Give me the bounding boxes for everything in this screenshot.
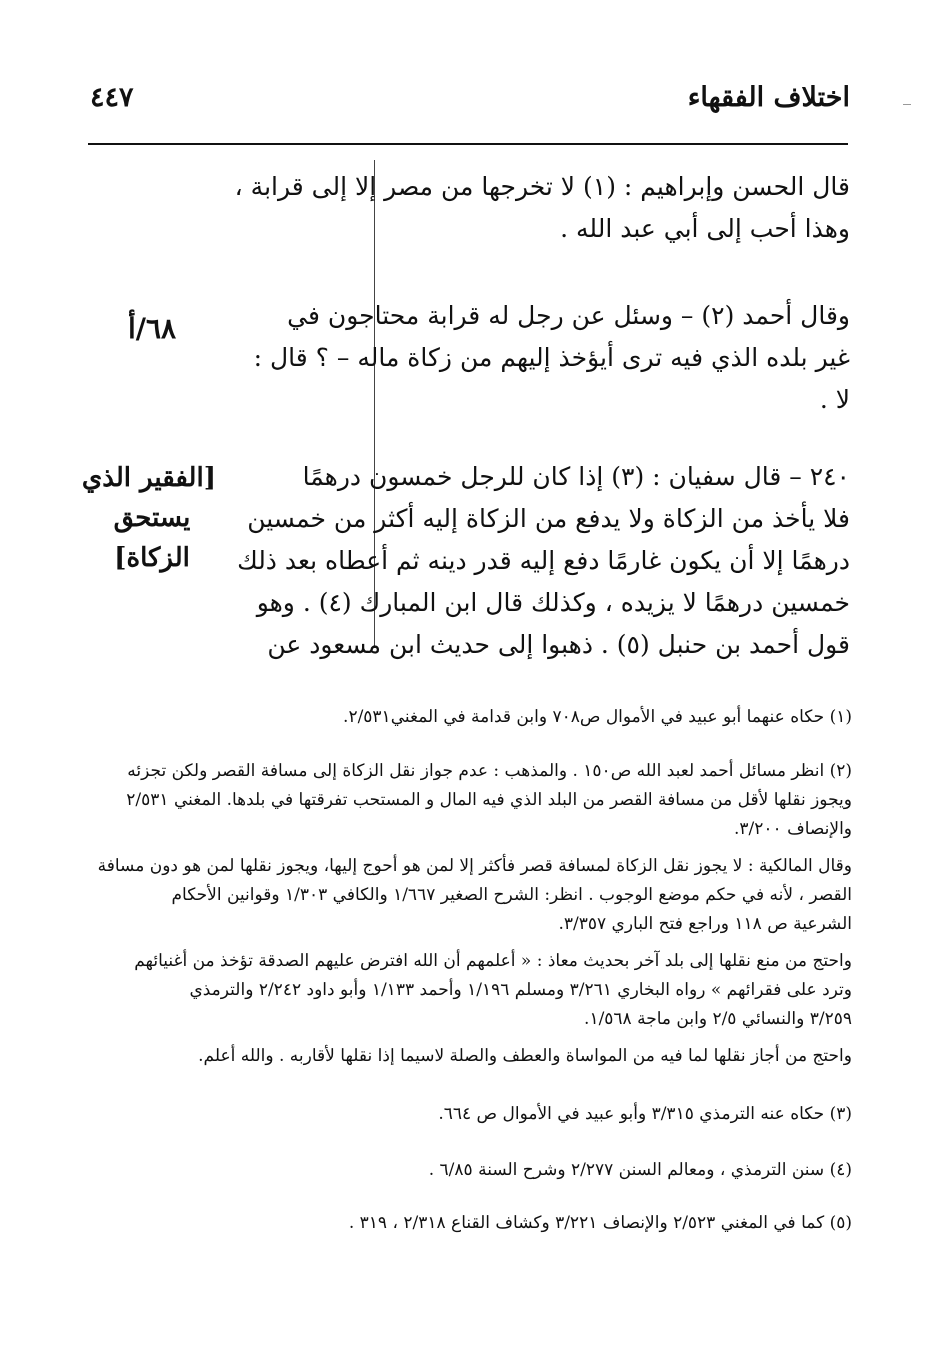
- footnote-2-part-2: [92, 852, 852, 939]
- footnote-line: (٣) حكاه عنه الترمذي ٣/٣١٥ وأبو عبيد في الأموال ص ٦٦٤.: [438, 1104, 852, 1124]
- text-line: لا .: [819, 385, 850, 414]
- footnote-line: وقال المالكية : لا يجوز نقل الزكاة لمسافة قصر فأكثر إلا لمن هو أحوج إليها، ويجوز نقلها لمن هو دون مسافة: [97, 856, 852, 876]
- footnote-line: (٥) كما في المغني ٢/٥٢٣ والإنصاف ٣/٢٢١ وكشاف القناع ٢/٣١٨ ، ٣١٩ .: [348, 1213, 852, 1233]
- footnote-2-part-4: [92, 1042, 852, 1071]
- body-paragraph-3: [237, 456, 850, 666]
- text-line: فلا يأخذ من الزكاة ولا يدفع من الزكاة إليه أكثر من خمسين: [247, 504, 850, 533]
- footnote-2-part-3: [92, 947, 852, 1034]
- margin-side-heading: [81, 458, 216, 578]
- running-title: اختلاف الفقهاء: [687, 82, 850, 113]
- footnote-2: [92, 757, 852, 1071]
- text-line: درهمًا إلا أن يكون غارمًا دفع إليه قدر دينه ثم أعطاه بعد ذلك: [237, 546, 850, 575]
- page-number: ٤٤٧: [90, 82, 134, 113]
- footnote-line: واحتج من منع نقلها إلى بلد آخر بحديث معاذ : « أعلمهم أن الله افترض عليهم الصدقة تؤخذ من أغنيائهم: [134, 951, 852, 971]
- text-line: ٢٤٠ – قال سفيان : (٣) إذا كان للرجل خمسون درهمًا: [302, 462, 850, 491]
- footnote-line: الشرعية ص ١١٨ وراجع فتح الباري ٣/٣٥٧.: [558, 914, 852, 934]
- scan-mark: [903, 104, 911, 105]
- header-rule: [88, 143, 848, 145]
- text-line: قول أحمد بن حنبل (٥) . ذهبوا إلى حديث ابن مسعود عن: [267, 630, 850, 659]
- footnote-line: ويجوز نقلها لأقل من مسافة القصر من البلد الذي فيه المال و المستحب تفرقتها في بلدها. المغني ٢/٥٣١: [126, 790, 852, 810]
- margin-folio-reference: ٦٨/أ: [128, 312, 177, 345]
- text-line: خمسين درهمًا لا يزيده ، وكذلك قال ابن المبارك (٤) . وهو: [256, 588, 850, 617]
- body-paragraph-2: [245, 295, 850, 421]
- body-paragraph-1: [234, 166, 850, 250]
- footnote-line: وترد على فقرائهم » رواه البخاري ٣/٢٦١ ومسلم ١/١٩٦ وأحمد ١/١٣٣ وأبو داود ٢/٢٤٢ والترمذي: [189, 980, 852, 1000]
- footnote-5: [92, 1209, 852, 1238]
- text-line: قال الحسن وإبراهيم : (١) لا تخرجها من مصر إلا إلى قرابة ،: [234, 172, 850, 201]
- footnote-line: (٢) انظر مسائل أحمد لعبد الله ص١٥٠ . والمذهب : عدم جواز نقل الزكاة إلى مسافة القصر ولكن تجزئه: [127, 761, 852, 781]
- text-line: وهذا أحب إلى أبي عبد الله .: [560, 214, 850, 243]
- footnote-2-part-1: [92, 757, 852, 844]
- footnote-line: القصر ، لأنه في حكم موضع الوجوب . انظر: الشرح الصغير ١/٦٦٧ والكافي ١/٣٠٣ وقوانين الأحكام: [171, 885, 852, 905]
- side-heading-line: يستحق: [113, 503, 191, 533]
- footnote-4: [92, 1156, 852, 1185]
- text-line: وقال أحمد (٢) – وسئل عن رجل له قرابة محتاجون في: [287, 301, 850, 330]
- side-heading-line: الزكاة]: [114, 543, 190, 573]
- footnote-line: واحتج من أجاز نقلها لما فيه من المواساة والعطف والصلة لاسيما إذا نقلها لأقاربه . والله أعلم.: [198, 1046, 852, 1066]
- footnote-1: [92, 703, 852, 732]
- footnote-3: [92, 1100, 852, 1129]
- text-line: غير بلده الذي فيه ترى أيؤخذ إليهم من زكاة ماله – ؟ قال :: [253, 343, 850, 372]
- side-heading-line: [الفقير الذي: [81, 463, 216, 493]
- footnote-line: والإنصاف ٣/٢٠٠.: [734, 819, 852, 839]
- footnote-line: ٣/٢٥٩ والنسائي ٢/٥ وابن ماجة ١/٥٦٨.: [584, 1009, 852, 1029]
- footnote-line: (٤) سنن الترمذي ، ومعالم السنن ٢/٢٧٧ وشرح السنة ٦/٨٥ .: [428, 1160, 852, 1180]
- footnote-line: (١) حكاه عنهما أبو عبيد في الأموال ص٧٠٨ وابن قدامة في المغني٢/٥٣١.: [343, 707, 852, 727]
